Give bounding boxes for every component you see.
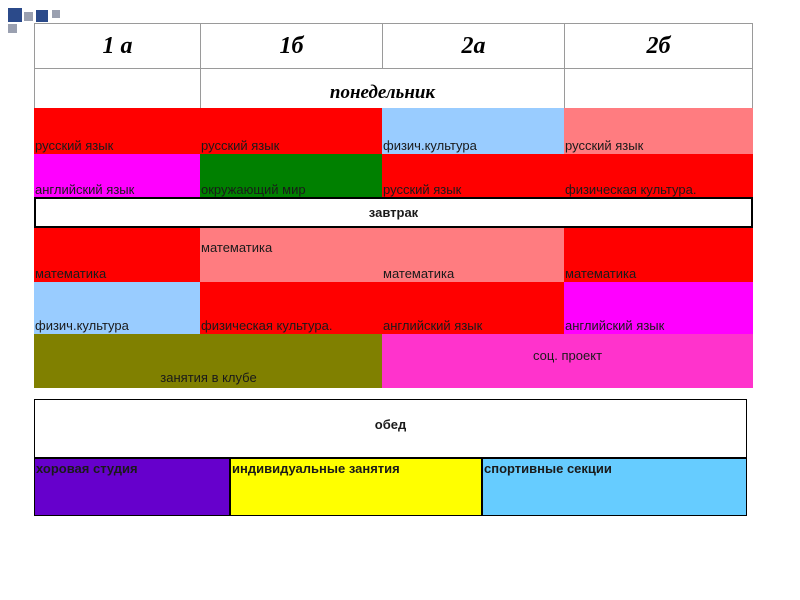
lesson-2a-1: физич.культура bbox=[382, 108, 565, 154]
lesson-1b-4: физическая культура. bbox=[200, 282, 383, 334]
lesson-1a-3: математика bbox=[34, 228, 201, 282]
decor-square-1 bbox=[8, 8, 22, 22]
header-class-2a: 2а bbox=[382, 23, 565, 69]
club-activities: занятия в клубе bbox=[34, 334, 383, 388]
header-class-1b: 1б bbox=[200, 23, 383, 69]
header-class-1a: 1 а bbox=[34, 23, 201, 69]
choir-studio: хоровая студия bbox=[34, 458, 230, 516]
individual-lessons: индивидуальные занятия bbox=[230, 458, 482, 516]
lesson-1a-2: английский язык bbox=[34, 154, 201, 198]
lesson-1a-4: физич.культура bbox=[34, 282, 201, 334]
breakfast-row: завтрак bbox=[34, 197, 753, 228]
lesson-2a-3: математика bbox=[382, 228, 565, 282]
lesson-2b-2: физическая культура. bbox=[564, 154, 753, 198]
lesson-1b-3: математика bbox=[200, 228, 383, 282]
day-row-left-empty bbox=[34, 68, 201, 109]
lesson-2a-2: русский язык bbox=[382, 154, 565, 198]
header-class-2b: 2б bbox=[564, 23, 753, 69]
lesson-1b-1: русский язык bbox=[200, 108, 383, 154]
decor-square-5 bbox=[52, 10, 60, 18]
lesson-2b-3: математика bbox=[564, 228, 753, 282]
day-row-right-empty bbox=[564, 68, 753, 109]
lesson-2b-4: английский язык bbox=[564, 282, 753, 334]
social-project: соц. проект bbox=[382, 334, 753, 388]
decor-square-4 bbox=[8, 24, 17, 33]
day-label: понедельник bbox=[200, 68, 565, 109]
lesson-1b-2: окружающий мир bbox=[200, 154, 383, 198]
sport-sections: спортивные секции bbox=[482, 458, 747, 516]
decor-square-2 bbox=[24, 12, 33, 21]
lunch-row: обед bbox=[34, 399, 747, 458]
lesson-1a-1: русский язык bbox=[34, 108, 201, 154]
decor-square-3 bbox=[36, 10, 48, 22]
lesson-2a-4: английский язык bbox=[382, 282, 565, 334]
lesson-2b-1: русский язык bbox=[564, 108, 753, 154]
